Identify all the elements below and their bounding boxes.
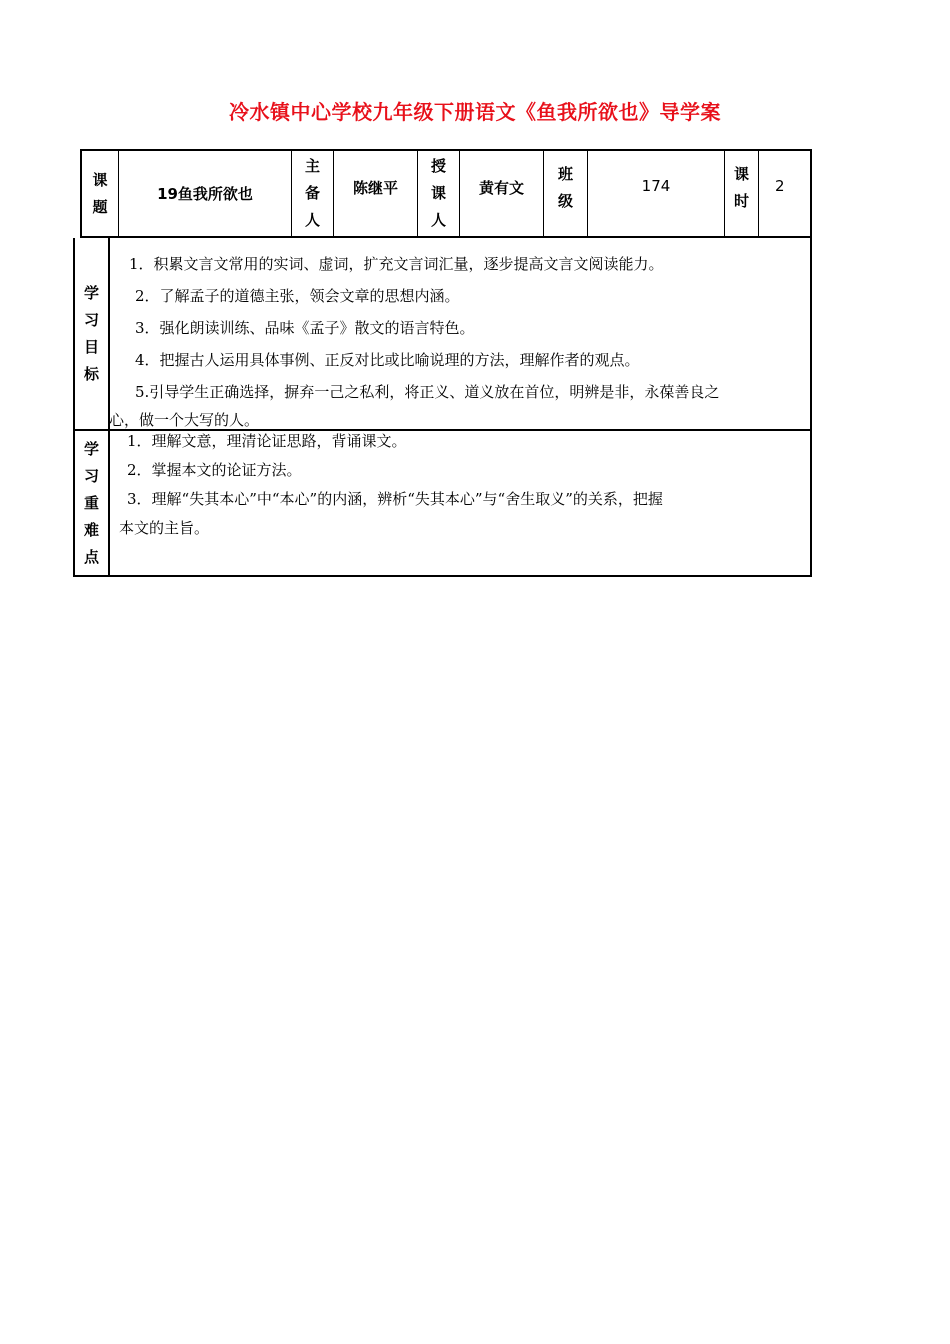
hours-label: 课时 [734, 165, 750, 210]
preparer-label: 主备人 [305, 157, 321, 229]
key-point-item: 3．理解“失其本心”中“本心”的内涵，辨析“失其本心”与“舍生取义”的关系，把握 [127, 490, 663, 508]
key-point-item: 2．掌握本文的论证方法。 [127, 461, 302, 479]
key-points-content [119, 427, 802, 543]
topic-label: 课题 [92, 170, 108, 216]
key-points-label: 学习重难点 [84, 439, 100, 566]
key-points-label-cell [75, 431, 110, 575]
key-points-row [75, 431, 810, 575]
preparer-label-cell [292, 151, 334, 236]
objective-item: 心，做一个大写的人。 [109, 411, 260, 429]
key-point-item: 1．理解文意，理清论证思路，背诵课文。 [127, 432, 407, 450]
teacher-label: 授课人 [431, 157, 447, 229]
header-table [80, 149, 812, 238]
objectives-label-cell [75, 238, 110, 429]
topic-label-cell [82, 151, 119, 236]
teacher-value-cell [460, 151, 544, 236]
class-value: 174 [641, 177, 671, 195]
hours-value: 2 [775, 177, 785, 195]
objective-item: 4．把握古人运用具体事例、正反对比或比喻说理的方法，理解作者的观点。 [135, 351, 640, 369]
preparer-value: 陈继平 [352, 179, 398, 197]
class-label: 班级 [558, 165, 574, 210]
objective-item: 2．了解孟子的道德主张，领会文章的思想内涵。 [135, 287, 460, 305]
teacher-label-cell [418, 151, 460, 236]
class-label-cell [544, 151, 588, 236]
preparer-value-cell [334, 151, 418, 236]
page-title: 冷水镇中心学校九年级下册语文《鱼我所欲也》导学案 [229, 100, 721, 124]
topic-value: 19鱼我所欲也 [157, 185, 253, 203]
objective-item: 1．积累文言文常用的实词、虚词，扩充文言词汇量，逐步提高文言文阅读能力。 [129, 255, 664, 273]
topic-value-cell [119, 151, 292, 236]
hours-value-cell [759, 151, 810, 236]
body-table [73, 238, 812, 577]
objectives-row [75, 238, 810, 431]
hours-label-cell [725, 151, 759, 236]
key-point-item: 本文的主旨。 [119, 519, 210, 537]
objectives-content [109, 248, 802, 436]
objective-item: 5.引导学生正确选择，摒弃一己之私利，将正义、道义放在首位，明辨是非，永葆善良之 [135, 383, 720, 401]
objectives-label: 学习目标 [84, 283, 100, 383]
teacher-value: 黄有文 [478, 179, 524, 197]
objective-item: 3．强化朗读训练、品味《孟子》散文的语言特色。 [135, 319, 475, 337]
class-value-cell [588, 151, 725, 236]
